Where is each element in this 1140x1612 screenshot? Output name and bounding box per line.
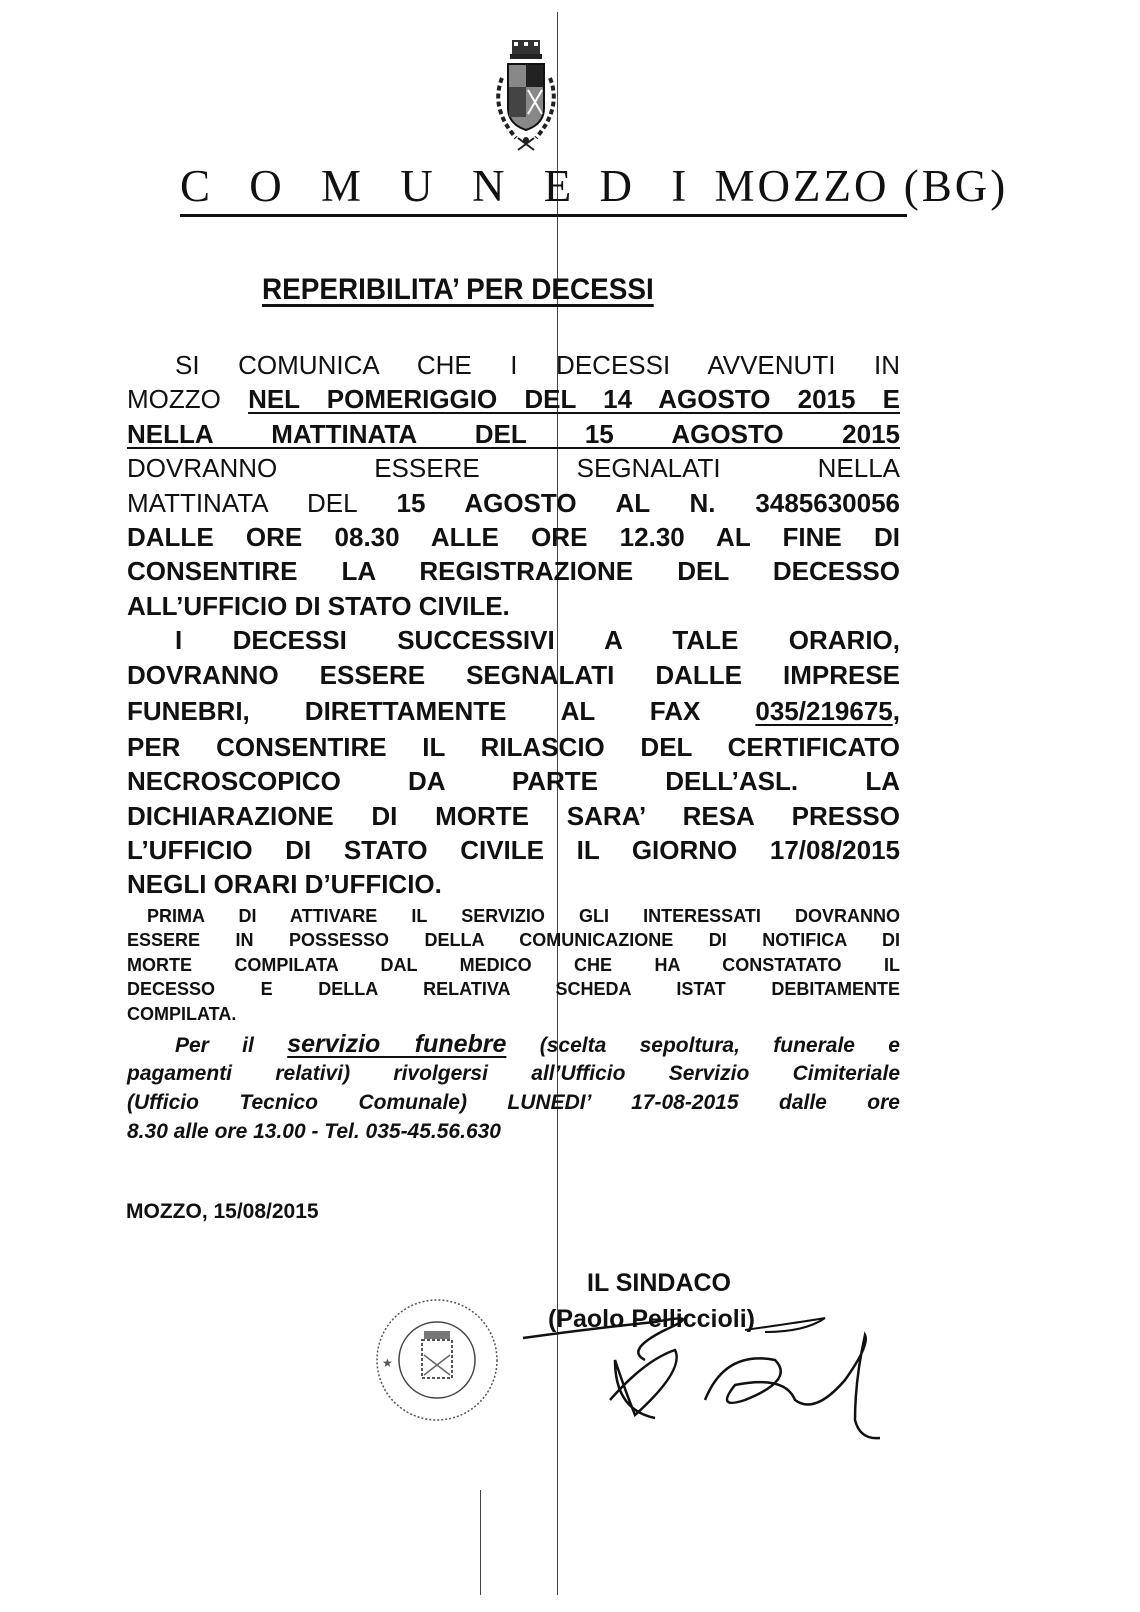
signer-title: IL SINDACO <box>587 1269 731 1297</box>
text-line: DICHIARAZIONE DI MORTE SARA’ RESA PRESSO <box>127 800 900 831</box>
scan-mark-line <box>480 1490 481 1595</box>
text-span: FUNEBRI, DIRETTAMENTE AL FAX <box>127 695 701 726</box>
text-line <box>127 1030 900 1059</box>
text-line: 8.30 alle ore 13.00 - Tel. 035-45.56.630 <box>127 1120 501 1144</box>
text-span: MATTINATA DEL <box>127 487 357 518</box>
phone-number-text: 15 AGOSTO AL N. 3485630056 <box>396 487 900 518</box>
notice-subtitle: REPERIBILITA’ PER DECESSI <box>262 273 654 306</box>
text-line: DECESSO E DELLA RELATIVA SCHEDA ISTAT DEBITAMENTE <box>127 979 900 1000</box>
title-word-comune: C O M U N E <box>180 161 586 211</box>
title-underline <box>180 214 907 217</box>
funeral-service-text: servizio funebre <box>287 1030 507 1059</box>
paragraph-1 <box>127 348 900 623</box>
text-span: MOZZO <box>127 384 221 415</box>
municipality-title <box>180 160 1009 212</box>
text-line: PRIMA DI ATTIVARE IL SERVIZIO GLI INTERESSATI DOVRANNO <box>147 905 900 926</box>
text-span: Per il <box>175 1034 254 1058</box>
official-stamp <box>372 1295 502 1425</box>
text-line: pagamenti relativi) rivolgersi all’Ufficio Servizio Cimiteriale <box>127 1062 900 1086</box>
notice-body <box>127 348 900 1146</box>
text-line: DOVRANNO ESSERE SEGNALATI DALLE IMPRESE <box>127 659 900 690</box>
title-word-di: D I <box>599 161 701 211</box>
text-line: SI COMUNICA CHE I DECESSI AVVENUTI IN <box>175 350 900 380</box>
text-line: ALL’UFFICIO DI STATO CIVILE. <box>127 590 510 621</box>
text-line: DOVRANNO ESSERE SEGNALATI NELLA <box>127 453 900 484</box>
paragraph-4 <box>127 1030 900 1146</box>
title-word-mozzo: MOZZO (BG) <box>714 161 1009 211</box>
text-line: CONSENTIRE LA REGISTRAZIONE DEL DECESSO <box>127 556 900 587</box>
fax-number-text: 035/219675 <box>755 695 893 726</box>
text-line: I DECESSI SUCCESSIVI A TALE ORARIO, <box>175 625 900 656</box>
fax-number <box>755 696 900 726</box>
text-line <box>127 486 900 520</box>
text-line: DALLE ORE 08.30 ALLE ORE 12.30 AL FINE DI <box>127 521 900 552</box>
paragraph-2 <box>127 623 900 902</box>
svg-text:★: ★ <box>382 1356 393 1370</box>
text-line <box>127 417 900 451</box>
text-line: (Ufficio Tecnico Comunale) LUNEDI’ 17-08-2015 dalle ore <box>127 1091 900 1115</box>
place-and-date: MOZZO, 15/08/2015 <box>126 1200 319 1223</box>
text-line: PER CONSENTIRE IL RILASCIO DEL CERTIFICATO <box>127 731 900 762</box>
paragraph-3 <box>127 904 900 1027</box>
text-line: MORTE COMPILATA DAL MEDICO CHE HA CONSTATATO IL <box>127 954 900 975</box>
underlined-period-text: NELLA MATTINATA DEL 15 AGOSTO 2015 <box>127 418 900 449</box>
signer-name: (Paolo Pelliccioli) <box>548 1305 755 1333</box>
text-span: (scelta sepoltura, funerale e <box>539 1034 900 1058</box>
text-line: L’UFFICIO DI STATO CIVILE IL GIORNO 17/08/2015 <box>127 835 900 866</box>
text-line <box>127 692 900 730</box>
text-line <box>127 382 900 416</box>
underlined-period-text: NEL POMERIGGIO DEL 14 AGOSTO 2015 E <box>248 384 900 415</box>
text-span: , <box>892 695 900 726</box>
text-line: NECROSCOPICO DA PARTE DELL’ASL. LA <box>127 766 900 797</box>
text-line: NEGLI ORARI D’UFFICIO. <box>127 869 442 900</box>
text-line: COMPILATA. <box>127 1003 237 1024</box>
handwritten-signature <box>515 1290 885 1440</box>
coat-of-arms-emblem <box>478 38 574 158</box>
text-line: ESSERE IN POSSESSO DELLA COMUNICAZIONE DI NOTIFICA DI <box>127 930 900 951</box>
